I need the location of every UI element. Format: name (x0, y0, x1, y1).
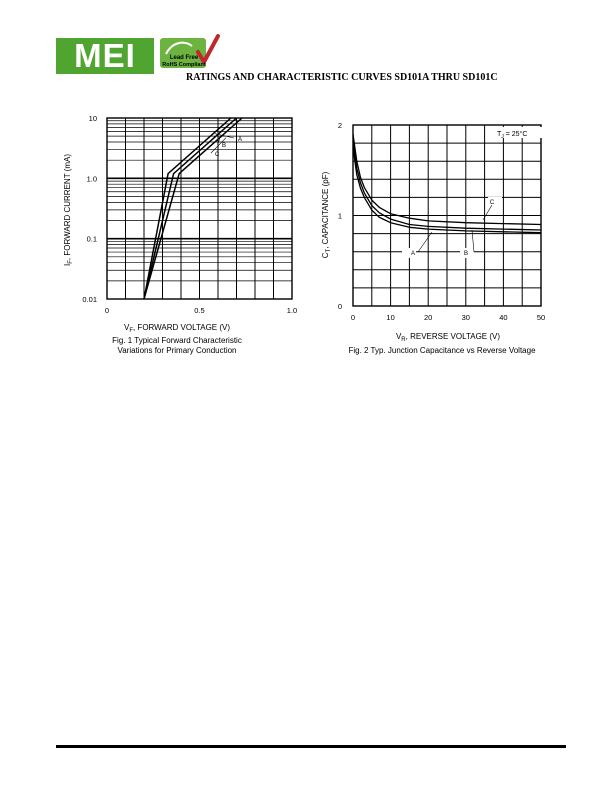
fig1-series-label: B (222, 143, 227, 149)
fig1-caption-line1: Fig. 1 Typical Forward Characteristic (112, 336, 242, 345)
fig2-y-tick-label: 1 (337, 211, 342, 221)
fig2-series-label: A (410, 251, 416, 257)
fig2-x-tick-label: 10 (386, 313, 395, 322)
fig2-x-tick-label: 40 (499, 313, 508, 322)
fig1-series-label: C (215, 152, 220, 158)
fig1-y-axis-label: $I_F$, FORWARD CURRENT (mA) (63, 154, 74, 266)
fig1-y-tick-label: 0.01 (82, 295, 97, 304)
fig2-series-label: B (463, 251, 469, 257)
logo-text: MEI (74, 37, 136, 74)
fig1-x-tick-label: 0.5 (194, 306, 205, 315)
fig1-x-tick-label: 0 (104, 306, 110, 315)
fig2-x-tick-label: 20 (424, 313, 433, 322)
fig2-caption-line1: Fig. 2 Typ. Junction Capacitance vs Reverse Voltage (348, 346, 536, 355)
fig1-caption-line2: Variations for Primary Conduction (117, 346, 237, 355)
fig2-y-tick-label: 0 (337, 302, 342, 311)
fig2-x-tick-label: 30 (461, 313, 470, 322)
fig1-x-tick-label: 1.0 (286, 306, 298, 315)
fig2-x-axis-label: $V_R$, REVERSE VOLTAGE (V) (395, 332, 501, 343)
fig2-temperature-annotation: $T_J = 25^\circ C$ (497, 131, 528, 140)
badge-line2: RoHS Compliant (162, 62, 206, 68)
badge-line1: Lead Free (169, 55, 199, 61)
fig2-y-axis-label: $C_T$, CAPACITANCE (pF) (321, 171, 332, 259)
fig1-x-axis-label: $V_F$, FORWARD VOLTAGE (V) (123, 323, 231, 334)
fig2-x-tick-label: 0 (350, 313, 356, 322)
fig1-series-label: A (238, 137, 243, 143)
fig1-y-tick-label: 10 (88, 114, 97, 123)
fig2-y-tick-label: 2 (337, 121, 342, 130)
figure-1-forward-characteristic (50, 108, 310, 360)
fig2-grid (353, 125, 541, 306)
fig2-series-label: C (489, 200, 495, 206)
fig1-y-tick-label: 1.0 (86, 174, 97, 184)
fig2-x-tick-label: 50 (536, 313, 546, 322)
page-title: RATINGS AND CHARACTERISTIC CURVES SD101A THRU SD101C (186, 72, 498, 83)
mei-logo (56, 38, 154, 74)
figure-2-junction-capacitance (318, 108, 564, 360)
lead-free-rohs-badge (158, 34, 222, 74)
footer-rule (56, 745, 566, 748)
fig1-y-tick-label: 0.1 (86, 234, 97, 244)
